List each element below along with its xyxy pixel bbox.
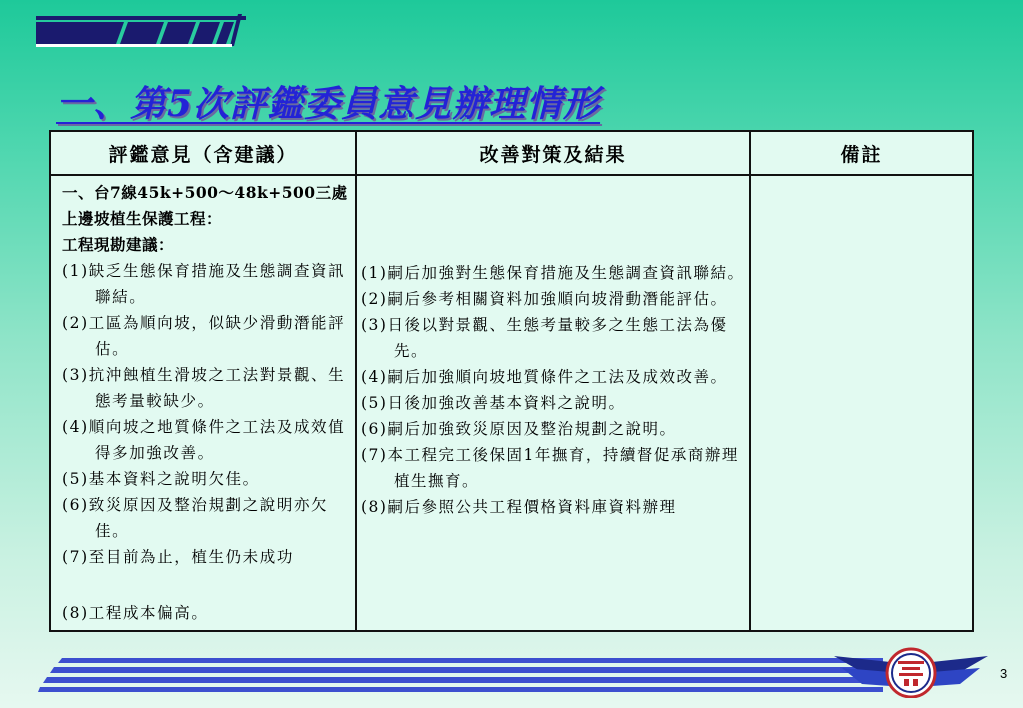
response-item: (6)嗣后加強致災原因及整治規劃之說明。 — [361, 420, 677, 438]
response-item: (8)嗣后參照公共工程價格資料庫資料辦理 — [361, 498, 677, 516]
header-responses: 改善對策及結果 — [356, 131, 750, 175]
response-item: (5)日後加強改善基本資料之說明。 — [361, 394, 626, 412]
header-comments: 評鑑意見（含建議） — [50, 131, 356, 175]
table-header-row — [50, 131, 973, 175]
header-decoration-bars — [36, 14, 246, 48]
project-heading: 一、台7線45k+500～48k+500三處上邊坡植生保護工程： — [62, 183, 348, 228]
comment-item: (2)工區為順向坡，似缺少滑動潛能評估。 — [62, 314, 346, 358]
evaluation-table — [49, 130, 974, 632]
comment-item: (3)抗沖蝕植生滑坡之工法對景觀、生態考量較缺少。 — [62, 366, 346, 410]
site-inspection-heading: 工程現勘建議： — [62, 235, 175, 254]
response-item: (4)嗣后加強順向坡地質條件之工法及成效改善。 — [361, 368, 728, 386]
comment-item: (8)工程成本偏高。 — [62, 604, 209, 622]
page-number: 3 — [1000, 666, 1008, 681]
comment-item: (5)基本資料之說明欠佳。 — [62, 470, 260, 488]
comment-item: (1)缺乏生態保育措施及生態調查資訊聯結。 — [62, 262, 346, 306]
comment-item: (4)順向坡之地質條件之工法及成效值得多加強改善。 — [62, 418, 346, 462]
response-item: (3)日後以對景觀、生態考量較多之生態工法為優先。 — [361, 316, 728, 360]
slide-title: 一、第5次評鑑委員意見辦理情形 — [56, 83, 601, 125]
response-item: (1)嗣后加強對生態保育措施及生態調查資訊聯結。 — [361, 264, 745, 282]
footer-decoration-stripes — [38, 654, 883, 694]
remarks-cell — [750, 175, 973, 631]
responses-cell — [356, 175, 750, 631]
comment-item: (6)致災原因及整治規劃之說明亦欠佳。 — [62, 496, 329, 540]
header-remarks: 備註 — [750, 131, 973, 175]
table-row — [50, 175, 973, 631]
response-item: (7)本工程完工後保固1年撫育，持續督促承商辦理植生撫育。 — [361, 446, 739, 490]
comments-cell — [50, 175, 356, 631]
response-item: (2)嗣后參考相關資料加強順向坡滑動潛能評估。 — [361, 290, 728, 308]
agency-winged-emblem-icon — [832, 646, 990, 698]
comment-item: (7)至目前為止，植生仍未成功 — [62, 548, 294, 566]
